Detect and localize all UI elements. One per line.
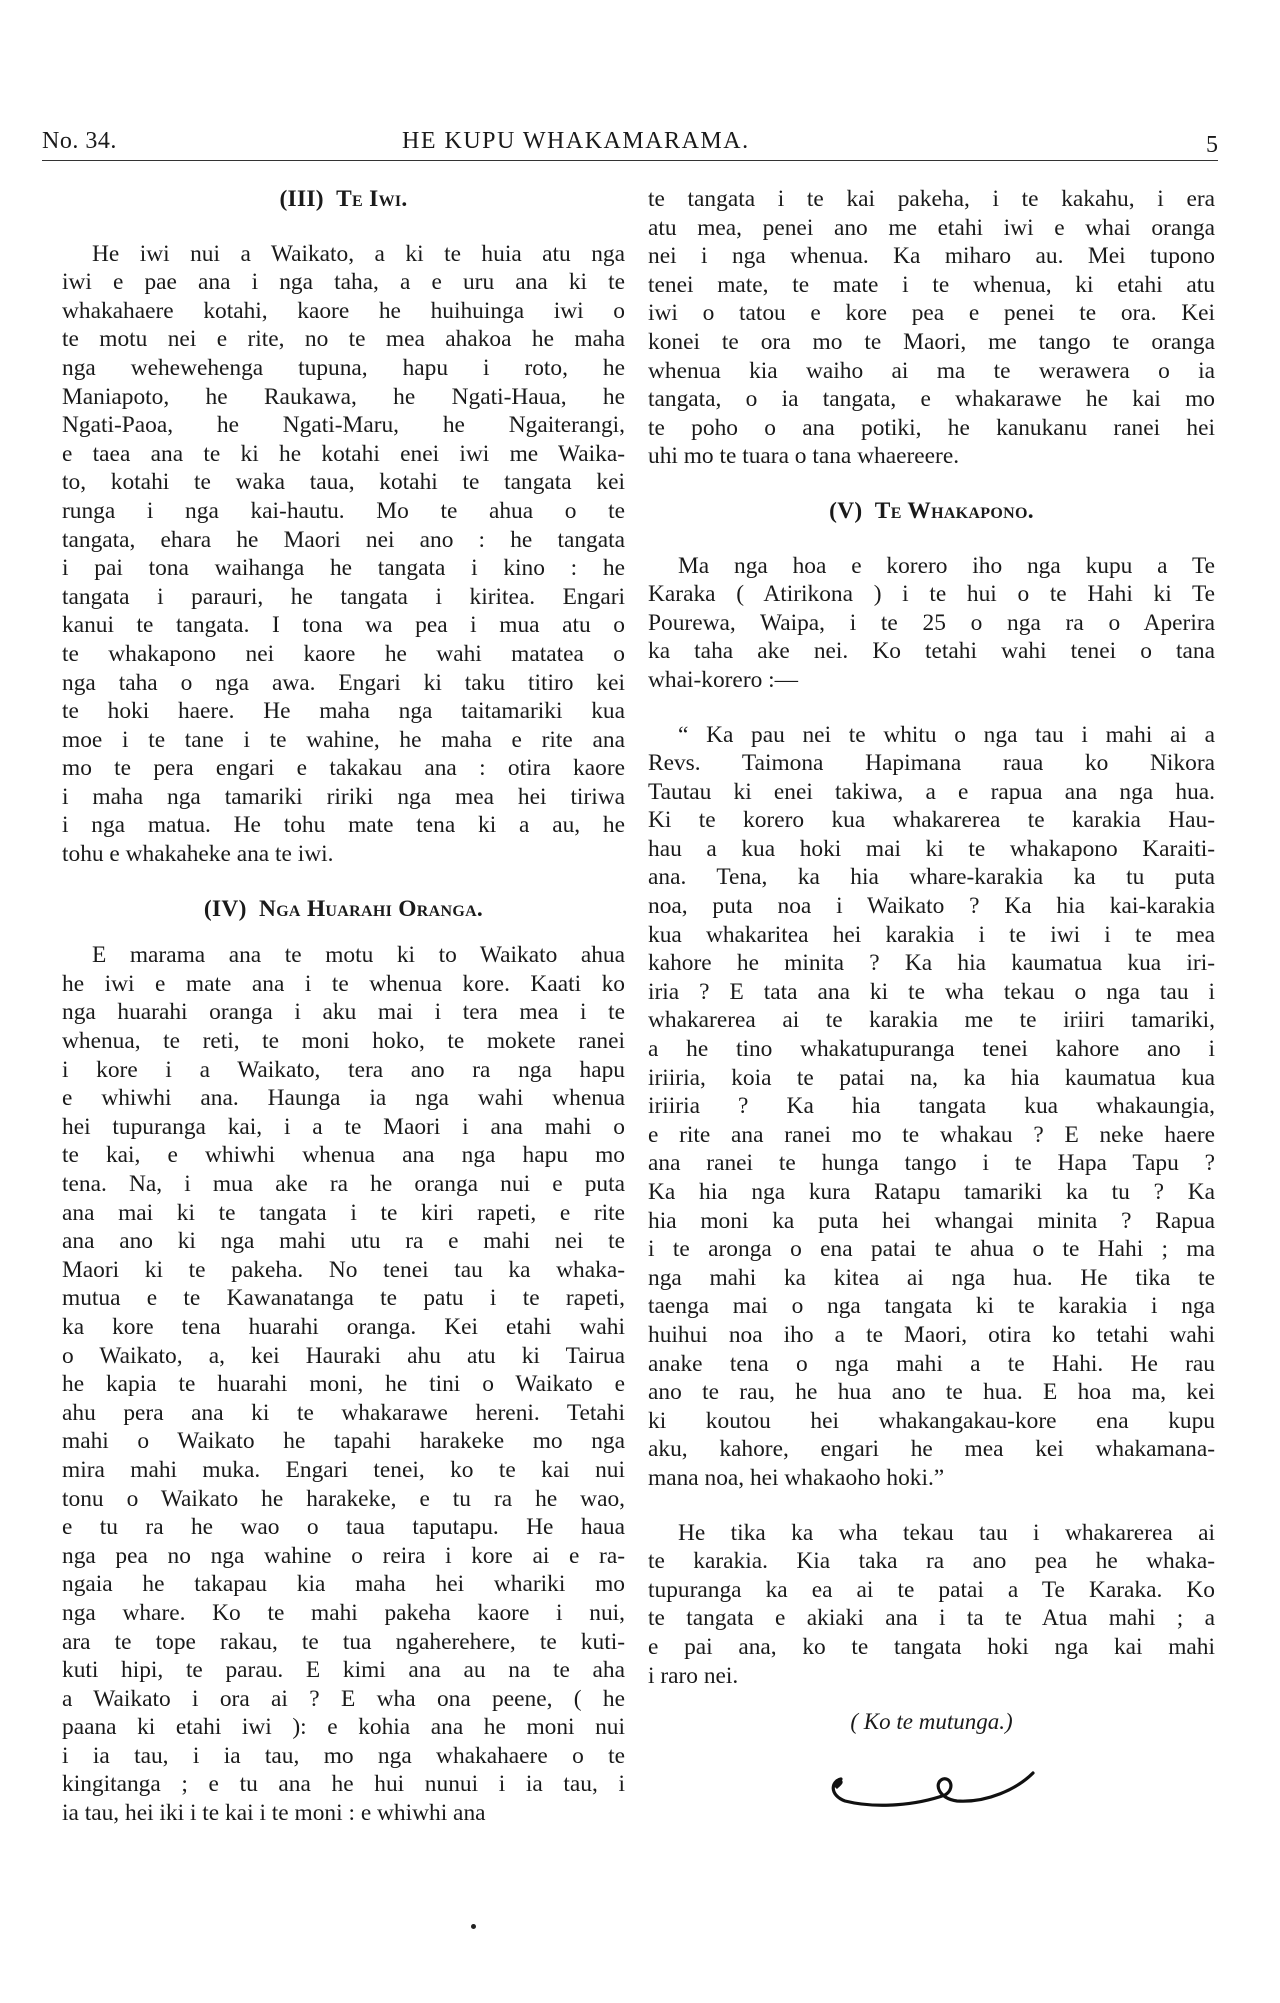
text-line: i ia tau, i ia tau, mo nga whakahaere o te (62, 1742, 625, 1769)
text-line: mo te pera engari e takakau ana : otira kaore (62, 755, 625, 782)
text-line: moe i te tane i te wahine, he maha e rite ana (62, 726, 625, 753)
text-line: anake tena o nga mahi a te Hahi. He rau (648, 1350, 1215, 1377)
section-v-quote (648, 721, 1215, 1493)
text-line: Ki te korero kua whakarerea te karakia Hau- (648, 807, 1215, 834)
section-v-numeral: (V) (829, 497, 863, 524)
text-line: tangata, ehara he Maori nei ano : he tangata (62, 526, 625, 553)
text-line: ano te rau, he hua ano te hua. E hoa ma, kei (648, 1379, 1215, 1406)
text-line: e tu ra he wao o taua taputapu. He haua (62, 1514, 625, 1541)
text-line: hei tupuranga kai, i a te Maori i ana mahi o (62, 1113, 625, 1140)
section-v-closing (648, 1519, 1215, 1691)
text-line: whakarerea ai te karakia me te iriiri tamariki, (648, 1007, 1215, 1034)
text-line: atu mea, penei ano me etahi iwi e whai oranga (648, 214, 1215, 241)
text-line: ana. Tena, ka hia whare-karakia ka tu puta (648, 864, 1215, 891)
section-iii-numeral: (III) (279, 186, 324, 212)
text-line: i nga matua. He tohu mate tena ki a au, he (62, 812, 625, 839)
text-line: noa, puta noa i Waikato ? Ka hia kai-karakia (648, 893, 1215, 920)
end-note: ( Ko te mutunga.) (850, 1709, 1013, 1735)
text-line: te tangata i te kai pakeha, i te kakahu, i era (648, 186, 1215, 212)
text-line: Karaka ( Atirikona ) i te hui o te Hahi ki Te (648, 581, 1215, 608)
text-line: i kore i a Waikato, tera ano ra nga hapu (62, 1056, 625, 1083)
text-line: mira mahi muka. Engari tenei, ko te kai nui (62, 1456, 625, 1483)
text-line: taenga mai o nga tangata ki te karakia i nga (648, 1293, 1215, 1320)
text-line: Pourewa, Waipa, i te 25 o nga ra o Aperira (648, 609, 1215, 636)
text-line: iriiria ? Ka hia tangata kua whakaungia, (648, 1093, 1215, 1120)
text-line: Ka hia nga kura Ratapu tamariki ka tu ? Ka (648, 1179, 1215, 1205)
text-line: te motu nei e rite, no te mea ahakoa he maha (62, 326, 625, 353)
section-iii-heading (62, 185, 625, 214)
text-line: nga pea no nga wahine o reira i kore ai e ra- (62, 1542, 625, 1569)
text-line: ana ano ki nga mahi utu ra e mahi nei te (62, 1228, 625, 1255)
running-header (42, 120, 1218, 160)
issue-number: No. 34. (42, 128, 117, 154)
text-line: te karakia. Kia taka ra ano pea he whaka- (648, 1548, 1215, 1575)
text-line: e taea ana te ki he kotahi enei iwi me Waika- (62, 440, 625, 467)
text-line: nga mahi ka kitea ai nga hua. He tika te (648, 1264, 1215, 1291)
text-line: tangata i parauri, he tangata i kiritea. Engari (62, 583, 625, 610)
text-line: konei te ora mo te Maori, me tango te oranga (648, 328, 1215, 355)
text-line: a Waikato i ora ai ? E wha ona peene, ( he (62, 1685, 625, 1712)
text-line: tena. Na, i mua ake ra he oranga nui e puta (62, 1171, 625, 1197)
text-line: ka taha ake nei. Ko tetahi wahi tenei o tana (648, 638, 1215, 665)
text-line: runga i nga kai-hautu. Mo te ahua o te (62, 497, 625, 524)
text-line: tupuranga ka ea ai te patai a Te Karaka. Ko (648, 1576, 1215, 1603)
text-line: whenua kia waiho ai ma te werawera o ia (648, 357, 1215, 384)
section-iv-heading (62, 895, 625, 924)
text-line: i te aronga o ena patai te ahua o te Hahi ; ma (648, 1236, 1215, 1263)
text-line: ka kore tena huarahi oranga. Kei etahi wahi (62, 1313, 625, 1340)
text-line: Maori ki te pakeha. No tenei tau ka whaka- (62, 1256, 625, 1283)
text-line: ana mai ki te tangata i te kiri rapeti, e rite (62, 1199, 625, 1226)
page-number: 5 (1206, 132, 1218, 158)
section-v-intro (648, 552, 1215, 695)
text-line: nga taha o nga awa. Engari ki taku titiro kei (62, 669, 625, 696)
text-line: tonu o Waikato he harakeke, e tu ra he wao, (62, 1485, 625, 1512)
text-line: He tika ka wha tekau tau i whakarerea ai (678, 1519, 1215, 1546)
text-line: kua whakaritea hei karakia i te iwi i te mea (648, 921, 1215, 948)
section-iv-numeral: (IV) (203, 895, 247, 922)
text-line: ia tau, hei iki i te kai i te moni : e whiwhi ana (62, 1800, 486, 1827)
text-line: E marama ana te motu ki to Waikato ahua (92, 942, 625, 969)
text-line: Ngati-Paoa, he Ngati-Maru, he Ngaiterangi, (62, 412, 625, 439)
text-line: tohu e whakaheke ana te iwi. (62, 841, 334, 868)
text-line: e pai ana, ko te tangata hoki nga kai mahi (648, 1633, 1215, 1660)
text-line: iriiria, koia te patai na, ka hia kaumatua kua (648, 1064, 1215, 1091)
text-line: e rite ana ranei mo te whakau ? E neke haere (648, 1121, 1215, 1148)
tailpiece-flourish-icon (827, 1765, 1037, 1811)
text-line: iria ? E tata ana ki te wha tekau o nga tau i (648, 978, 1215, 1005)
text-line: kahore he minita ? Ka hia kaumatua kua iri- (648, 950, 1215, 977)
text-line: to, kotahi te waka taua, kotahi te tangata kei (62, 469, 625, 496)
text-line: Tautau ki enei takiwa, a e rapua ana nga hua. (648, 778, 1215, 805)
text-line: uhi mo te tuara o tana whaereere. (648, 443, 960, 470)
text-line: ana ranei te hunga tango i te Hapa Tapu ? (648, 1150, 1215, 1177)
scan-speck (471, 1924, 476, 1929)
text-line: nga wehewehenga tupuna, hapu i roto, he (62, 354, 625, 381)
text-line: he kapia te huarahi moni, he tini o Waikato e (62, 1371, 625, 1398)
text-line: he iwi e mate ana i te whenua kore. Kaati ko (62, 970, 625, 997)
text-line: ngaia he takapau kia maha hei whariki mo (62, 1571, 625, 1598)
section-v-heading (648, 497, 1215, 526)
section-iii-body (62, 240, 625, 869)
text-line: He iwi nui a Waikato, a ki te huia atu nga (92, 240, 625, 267)
text-line: te hoki haere. He maha nga taitamariki kua (62, 698, 625, 725)
text-line: huihui noa iho a te Maori, otira ko tetahi wahi (648, 1321, 1215, 1348)
section-iii-title: Te Iwi. (336, 186, 408, 212)
text-line: te tangata e akiaki ana i ta te Atua mahi ; a (648, 1605, 1215, 1632)
left-column (62, 185, 625, 1828)
text-line: kanui te tangata. I tona wa pea i mua atu o (62, 612, 625, 639)
text-line: mana noa, hei whakaoho hoki.” (648, 1464, 945, 1491)
text-line: kingitanga ; e tu ana he hui nunui i ia tau, i (62, 1771, 625, 1798)
text-line: iwi o tatou e kore pea e penei te ora. Kei (648, 300, 1215, 327)
text-line: nei i nga whenua. Ka miharo au. Mei tupono (648, 243, 1215, 270)
text-line: ahu pera ana ki te whakarawe hereni. Tetahi (62, 1399, 625, 1426)
text-line: hau a kua hoki mai ki te whakapono Karaiti- (648, 835, 1215, 862)
text-line: Ma nga hoa e korero iho nga kupu a Te (678, 552, 1215, 579)
text-line: hia moni ka puta hei whangai minita ? Rapua (648, 1207, 1215, 1234)
header-rule (42, 160, 1218, 161)
text-line: e whiwhi ana. Haunga ia nga wahi whenua (62, 1085, 625, 1112)
text-line: te whakapono nei kaore he wahi matatea o (62, 640, 625, 667)
text-line: whenua, te reti, te moni hoko, te mokete ranei (62, 1028, 625, 1055)
text-line: a he tino whakatupuranga tenei kahore ano i (648, 1036, 1215, 1063)
text-line: i raro nei. (648, 1662, 739, 1689)
text-line: kuti hipi, te parau. E kimi ana au na te aha (62, 1657, 625, 1684)
text-line: whai-korero :— (648, 666, 799, 693)
text-line: ara te tope rakau, te tua ngaherehere, te kuti- (62, 1628, 625, 1655)
text-line: Revs. Taimona Hapimana raua ko Nikora (648, 750, 1215, 777)
section-iv-body (62, 941, 625, 1827)
text-line: iwi e pae ana i nga taha, a e uru ana ki te (62, 269, 625, 296)
text-line: paana ki etahi iwi ): e kohia ana he moni nui (62, 1714, 625, 1741)
text-line: aku, kahore, engari he mea kei whakamana- (648, 1436, 1215, 1463)
text-line: i pai tona waihanga he tangata i kino : he (62, 555, 625, 582)
text-line: mutua e te Kawanatanga te patu i te rapeti, (62, 1285, 625, 1312)
text-line: whakahaere kotahi, kaore he huihuinga iwi o (62, 297, 625, 324)
right-column (648, 185, 1215, 1811)
text-line: Maniapoto, he Raukawa, he Ngati-Haua, he (62, 383, 625, 410)
running-title: HE KUPU WHAKAMARAMA. (402, 128, 750, 154)
section-v-title: Te Whakapono. (874, 497, 1034, 524)
text-line: i maha nga tamariki ririki nga mea hei tiriwa (62, 783, 625, 810)
text-line: te poho o ana potiki, he kanukanu ranei hei (648, 414, 1215, 441)
text-line: o Waikato, a, kei Hauraki ahu atu ki Tairua (62, 1342, 625, 1369)
text-line: “ Ka pau nei te whitu o nga tau i mahi ai a (678, 721, 1215, 748)
text-line: tenei mate, te mate i te whenua, ki etahi atu (648, 271, 1215, 298)
text-line: tangata, o ia tangata, e whakarawe he kai mo (648, 386, 1215, 413)
text-line: nga huarahi oranga i aku mai i tera mea i te (62, 999, 625, 1026)
text-line: ki koutou hei whakangakau-kore ena kupu (648, 1407, 1215, 1434)
text-line: nga whare. Ko te mahi pakeha kaore i nui, (62, 1599, 625, 1626)
continuation-paragraph (648, 185, 1215, 471)
section-iv-title: Nga Huarahi Oranga. (259, 895, 484, 922)
text-line: te kai, e whiwhi whenua ana nga hapu mo (62, 1142, 625, 1169)
text-line: mahi o Waikato he tapahi harakeke mo nga (62, 1428, 625, 1455)
